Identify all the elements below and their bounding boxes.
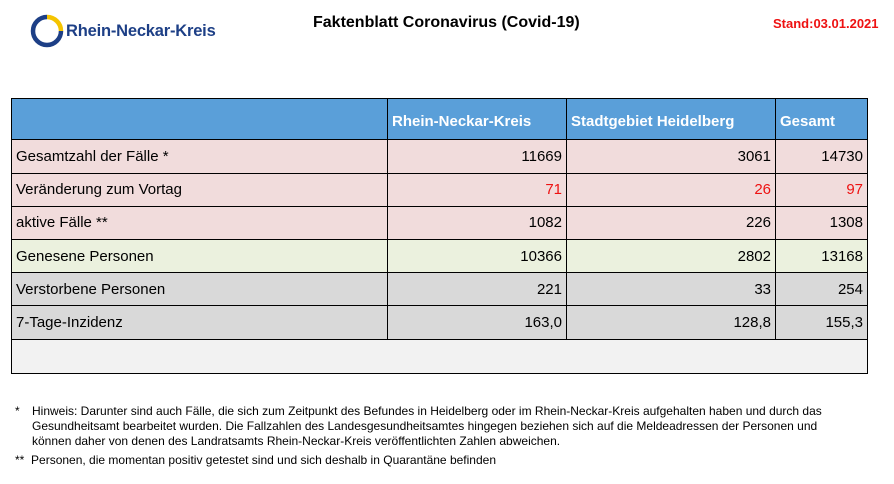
footnote-1-text: Hinweis: Darunter sind auch Fälle, die sich zum Zeitpunkt des Befundes in Heidelberg oder im Rhein-Neckar-Kreis aufgehalten haben und durch das Gesundheitsamt bearbeitet wurden. Die Fallzahlen des Landesgesundheitsamtes hingegen beziehen sich auf die Meldeadressen der Personen und können daher von denen des Landratsamts Rhein-Neckar-Kreis veröffentlichten Zahlen abweichen.: [32, 404, 822, 448]
table-row: [12, 306, 868, 339]
cell-value: 155,3: [776, 306, 868, 339]
table-row: [12, 140, 868, 173]
footnotes: [15, 404, 845, 468]
cell-value: 71: [388, 173, 567, 206]
cell-value: 254: [776, 273, 868, 306]
footnote-2-marker: **: [15, 453, 25, 467]
row-label: 7-Tage-Inzidenz: [12, 306, 388, 339]
row-label: aktive Fälle **: [12, 206, 388, 239]
table-row: [12, 206, 868, 239]
table-header-row: [12, 99, 868, 140]
column-header-heidelberg: Stadtgebiet Heidelberg: [567, 99, 776, 140]
table-row: [12, 240, 868, 273]
row-label: Genesene Personen: [12, 240, 388, 273]
cell-value: 221: [388, 273, 567, 306]
cell-value: 226: [567, 206, 776, 239]
column-header-gesamt: Gesamt: [776, 99, 868, 140]
cell-value: 10366: [388, 240, 567, 273]
footnote-1: [15, 404, 845, 449]
cell-value: 128,8: [567, 306, 776, 339]
footnote-1-marker: *: [15, 404, 20, 418]
cell-value: 14730: [776, 140, 868, 173]
table-row-empty: [12, 339, 868, 373]
table-row: [12, 273, 868, 306]
logo-ring-icon: [30, 14, 64, 48]
cell-value: 2802: [567, 240, 776, 273]
cell-value: 11669: [388, 140, 567, 173]
cell-value: 26: [567, 173, 776, 206]
cell-value: 97: [776, 173, 868, 206]
column-header-rhein-neckar-kreis: Rhein-Neckar-Kreis: [388, 99, 567, 140]
stand-date: Stand:03.01.2021: [773, 16, 879, 31]
table-row: [12, 173, 868, 206]
cell-value: 3061: [567, 140, 776, 173]
row-label: Verstorbene Personen: [12, 273, 388, 306]
footnote-2: [15, 453, 845, 468]
logo-text: Rhein-Neckar-Kreis: [66, 22, 216, 40]
column-header-label: [12, 99, 388, 140]
cell-value: 1308: [776, 206, 868, 239]
cell-value: 163,0: [388, 306, 567, 339]
row-label: Veränderung zum Vortag: [12, 173, 388, 206]
row-label: Gesamtzahl der Fälle *: [12, 140, 388, 173]
page-title: Faktenblatt Coronavirus (Covid-19): [313, 14, 580, 31]
cell-value: 33: [567, 273, 776, 306]
cell-value: 13168: [776, 240, 868, 273]
facts-table: [11, 98, 868, 374]
logo: [30, 14, 230, 48]
footnote-2-text: Personen, die momentan positiv getestet sind und sich deshalb in Quarantäne befinden: [31, 453, 496, 467]
empty-cell: [12, 339, 868, 373]
cell-value: 1082: [388, 206, 567, 239]
